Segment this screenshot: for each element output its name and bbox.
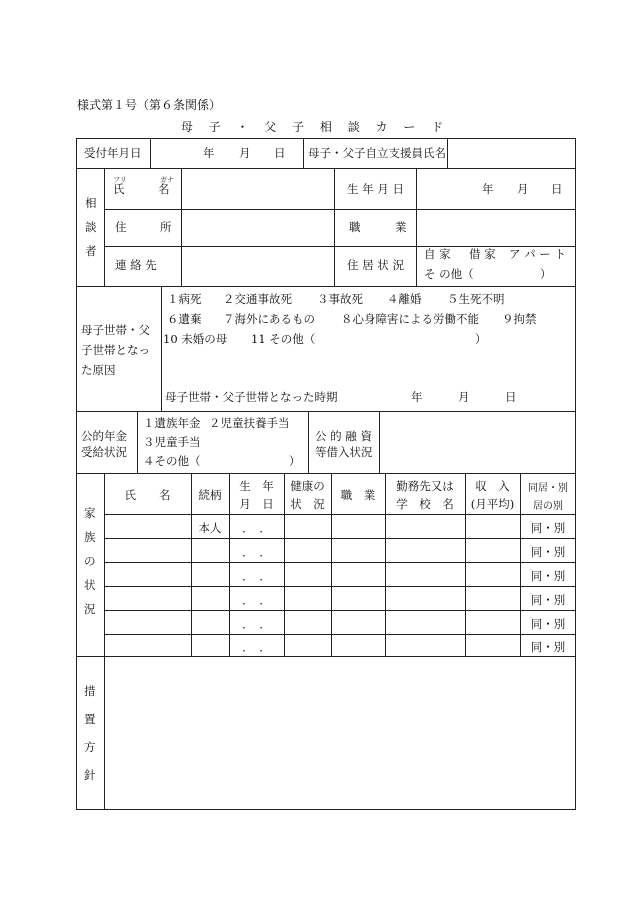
reception-section (76, 138, 576, 169)
policy-label-1: 措 (84, 684, 96, 698)
cause-section (76, 286, 576, 412)
family-row-1-birth: ． ． (242, 521, 271, 535)
family-label-1: 家 (84, 506, 96, 520)
policy-section (76, 656, 576, 810)
family-row-6-birth: ． ． (242, 640, 271, 654)
contact-label: 連 絡 先 (115, 258, 157, 272)
birth-day: 日 (551, 182, 563, 196)
pension-label-2: 受給状況 (81, 445, 127, 459)
cause-label-2: 子世帯となっ (81, 343, 150, 357)
cause-label-1: 母子世帯・父 (81, 323, 150, 337)
cause-option-1: １病死 (167, 292, 202, 306)
family-row-2-birth: ． ． (242, 545, 271, 559)
family-row-5-birth: ． ． (242, 617, 271, 631)
col-header-work-1: 勤務先又は (396, 479, 454, 493)
cause-option-8: ８心身障害による労働不能 (341, 312, 479, 326)
pension-option-3: ３児童手当 (143, 435, 201, 449)
family-row-2-cohab: 同・別 (530, 545, 566, 559)
policy-label-3: 方 (84, 740, 96, 754)
consultant-label-1: 相 (85, 196, 97, 210)
card-title: 母 子 ・ 父 子 相 談 カ ー ド (180, 120, 450, 134)
housing-option-other: そ の他（ (424, 267, 474, 281)
col-header-name: 氏 名 (124, 488, 171, 502)
family-row-3-cohab: 同・別 (530, 569, 566, 583)
occupation-label-1: 職 (349, 220, 361, 234)
family-section (76, 473, 576, 657)
housing-option-apartment: ア パ ー ト (509, 247, 566, 261)
reception-day: 日 (274, 146, 286, 160)
pension-label-1: 公的年金 (81, 429, 127, 443)
address-label-1: 住 (115, 220, 127, 234)
occupation-label-2: 業 (395, 220, 407, 234)
loan-label-2: 等借入状況 (315, 445, 373, 459)
family-row-4-cohab: 同・別 (530, 593, 566, 607)
housing-other-close: ） (540, 267, 552, 281)
col-header-cohab-1: 同居・別 (528, 483, 568, 494)
col-header-birth-1: 生 年 (239, 479, 274, 493)
consultant-section (76, 168, 576, 287)
furigana-label-1: フリ (113, 176, 127, 184)
family-label-5: 況 (84, 602, 96, 616)
cause-option-11-close: ） (475, 332, 487, 346)
family-row-3-birth: ． ． (242, 569, 271, 583)
cause-year: 年 (411, 390, 423, 404)
col-header-health-2: 状 況 (290, 497, 325, 511)
cause-option-2: ２交通事故死 (223, 292, 292, 306)
cause-option-7: ７海外にあるもの (223, 312, 315, 326)
address-label-2: 所 (160, 220, 172, 234)
family-row-6-cohab: 同・別 (530, 640, 566, 654)
col-header-income-1: 収 入 (475, 479, 510, 493)
cause-option-6: ６遺棄 (167, 312, 202, 326)
form-reference: 様式第１号（第６条関係） (77, 98, 222, 112)
pension-section (76, 411, 576, 474)
col-header-health-1: 健康の (290, 479, 325, 493)
loan-label-1: 公 的 融 資 (315, 429, 372, 443)
furigana-label-2: ガナ (160, 176, 174, 184)
pension-option-2: ２児童扶養手当 (209, 416, 290, 430)
cause-option-10: 10 未婚の母 (163, 332, 228, 346)
support-staff-label: 母子・父子自立支援員氏名 (308, 146, 446, 160)
name-label-2: 名 (158, 182, 170, 196)
pension-option-4: ４その他（ (143, 454, 201, 468)
pension-option-4-close: ） (289, 454, 301, 468)
birthdate-label: 生 年 月 日 (347, 182, 404, 196)
housing-label: 住 居 状 況 (347, 258, 404, 272)
housing-option-rent: 借 家 (469, 247, 496, 261)
consultant-label-2: 談 (85, 220, 97, 234)
col-header-birth-2: 月 日 (239, 497, 274, 511)
cause-option-5: ５生死不明 (447, 292, 505, 306)
reception-year: 年 (203, 146, 215, 160)
name-label-1: 氏 (113, 182, 125, 196)
birth-month: 月 (517, 182, 529, 196)
col-header-work-2: 学 校 名 (396, 497, 454, 511)
housing-option-own: 自 家 (424, 247, 451, 261)
reception-date-label: 受付年月日 (84, 146, 142, 160)
cause-period-label: 母子世帯・父子世帯となった時期 (165, 390, 338, 404)
cause-day: 日 (505, 390, 517, 404)
family-row-5-cohab: 同・別 (530, 617, 566, 631)
col-header-relation: 続柄 (198, 488, 222, 502)
cause-option-3: ３事故死 (317, 292, 363, 306)
family-label-4: 状 (84, 578, 96, 592)
family-label-3: の (84, 554, 96, 568)
cause-label-3: た原因 (81, 363, 116, 377)
col-header-income-2: (月平均) (470, 497, 515, 511)
pension-option-1: １遺族年金 (143, 416, 201, 430)
cause-option-9: ９拘禁 (502, 312, 537, 326)
family-row-1-relation: 本人 (198, 521, 222, 535)
policy-label-4: 針 (84, 768, 96, 782)
family-row-4-birth: ． ． (242, 593, 271, 607)
col-header-job: 職 業 (340, 488, 376, 502)
family-label-2: 族 (84, 530, 96, 544)
policy-label-2: 置 (84, 712, 96, 726)
cause-option-4: ４離婚 (387, 292, 422, 306)
reception-month: 月 (239, 146, 251, 160)
cause-option-11: 11 その他（ (251, 332, 316, 346)
col-header-cohab-2: 居の別 (533, 501, 563, 512)
birth-year: 年 (482, 182, 494, 196)
cause-month: 月 (458, 390, 470, 404)
consultant-label-3: 者 (85, 244, 97, 258)
family-row-1-cohab: 同・別 (530, 521, 566, 535)
